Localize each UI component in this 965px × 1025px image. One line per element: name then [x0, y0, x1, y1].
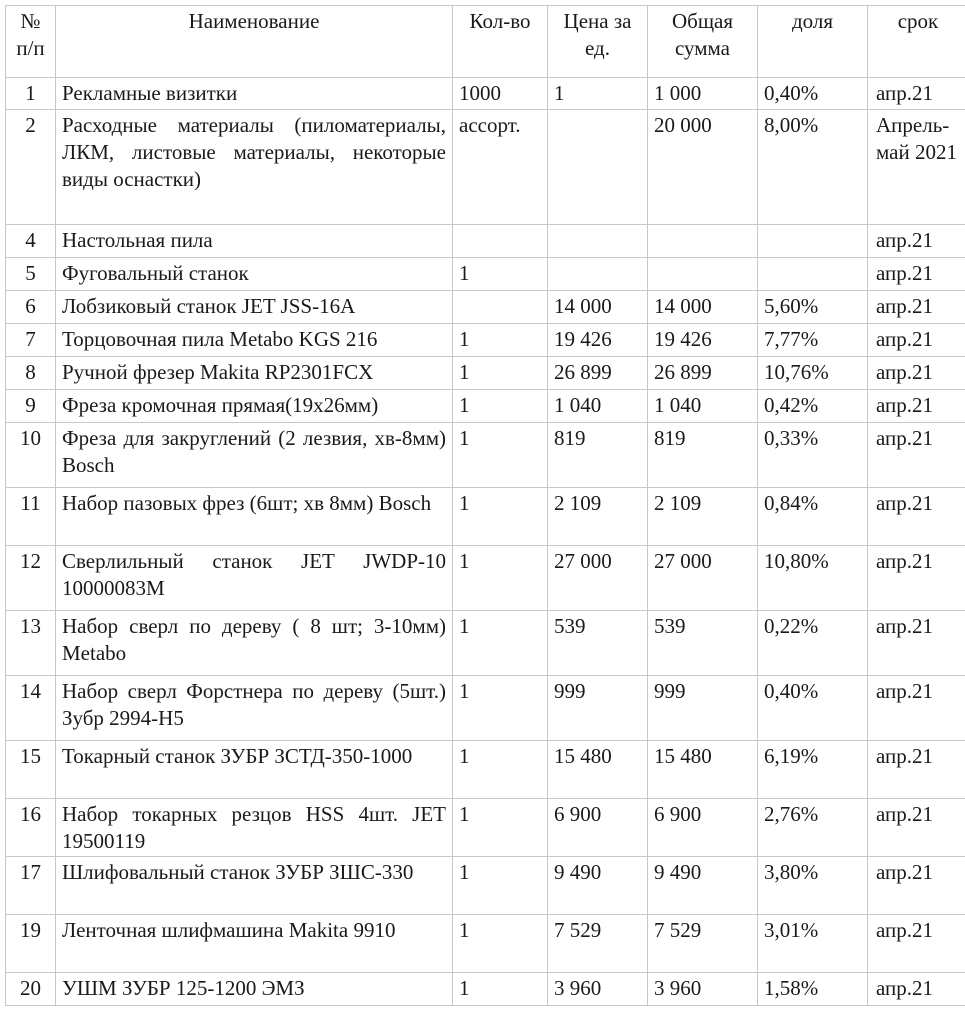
cell-num: 4 — [6, 225, 56, 258]
cell-num: 12 — [6, 546, 56, 611]
cell-price — [548, 258, 648, 291]
table-row — [6, 78, 965, 110]
cell-price: 1 040 — [548, 390, 648, 423]
cell-name: Рекламные визитки — [56, 78, 453, 110]
table-row — [6, 225, 965, 258]
cell-share: 10,76% — [758, 357, 868, 390]
cell-total: 999 — [648, 676, 758, 741]
cell-num: 7 — [6, 324, 56, 357]
table-row — [6, 741, 965, 799]
cell-price: 7 529 — [548, 915, 648, 973]
header-qty: Кол-во — [453, 6, 548, 78]
cell-num: 20 — [6, 973, 56, 1006]
cell-price — [548, 110, 648, 225]
cell-name: Ручной фрезер Makita RP2301FCX — [56, 357, 453, 390]
cell-total: 2 109 — [648, 488, 758, 546]
table-row — [6, 488, 965, 546]
cell-term: апр.21 — [868, 741, 965, 799]
cell-total: 539 — [648, 611, 758, 676]
cell-name: Настольная пила — [56, 225, 453, 258]
header-share: доля — [758, 6, 868, 78]
cell-name: Фреза для закруглений (2 лезвия, хв-8мм) Bosch — [56, 423, 453, 488]
cell-name: Расходные материалы (пиломатериалы, ЛКМ, листовые материалы, некоторые виды оснастки) — [56, 110, 453, 225]
cell-share — [758, 225, 868, 258]
cell-qty: 1 — [453, 488, 548, 546]
cell-qty: 1 — [453, 857, 548, 915]
cell-price: 999 — [548, 676, 648, 741]
cell-num: 16 — [6, 799, 56, 857]
cell-price: 2 109 — [548, 488, 648, 546]
cell-total: 819 — [648, 423, 758, 488]
table-row — [6, 110, 965, 225]
cell-name: Токарный станок ЗУБР ЗСТД-350-1000 — [56, 741, 453, 799]
table-row — [6, 676, 965, 741]
cell-share: 3,01% — [758, 915, 868, 973]
cell-share: 0,40% — [758, 676, 868, 741]
cell-total: 1 000 — [648, 78, 758, 110]
header-num: № п/п — [6, 6, 56, 78]
cell-num: 6 — [6, 291, 56, 324]
cell-total: 27 000 — [648, 546, 758, 611]
cell-share: 0,22% — [758, 611, 868, 676]
table-row — [6, 915, 965, 973]
cell-name: Набор пазовых фрез (6шт; хв 8мм) Bosch — [56, 488, 453, 546]
cell-name: Ленточная шлифмашина Makita 9910 — [56, 915, 453, 973]
cell-total: 14 000 — [648, 291, 758, 324]
cell-qty: 1 — [453, 676, 548, 741]
cell-price: 539 — [548, 611, 648, 676]
cell-num: 10 — [6, 423, 56, 488]
cell-qty: 1 — [453, 324, 548, 357]
cell-price: 14 000 — [548, 291, 648, 324]
cell-term: апр.21 — [868, 324, 965, 357]
cell-price: 26 899 — [548, 357, 648, 390]
table-row — [6, 324, 965, 357]
cell-qty — [453, 225, 548, 258]
cell-term: апр.21 — [868, 390, 965, 423]
cell-name: Фуговальный станок — [56, 258, 453, 291]
cell-qty: 1 — [453, 357, 548, 390]
cell-qty: 1 — [453, 915, 548, 973]
header-name: Наименование — [56, 6, 453, 78]
table-row — [6, 390, 965, 423]
table-row — [6, 546, 965, 611]
cell-term: апр.21 — [868, 423, 965, 488]
table-row — [6, 357, 965, 390]
cell-share: 10,80% — [758, 546, 868, 611]
cell-share: 0,33% — [758, 423, 868, 488]
cell-share: 6,19% — [758, 741, 868, 799]
cell-total: 3 960 — [648, 973, 758, 1006]
table-row — [6, 291, 965, 324]
cell-term: апр.21 — [868, 799, 965, 857]
equipment-table — [5, 5, 965, 1006]
cell-num: 13 — [6, 611, 56, 676]
cell-num: 15 — [6, 741, 56, 799]
table-row — [6, 611, 965, 676]
cell-num: 14 — [6, 676, 56, 741]
cell-num: 2 — [6, 110, 56, 225]
cell-share: 8,00% — [758, 110, 868, 225]
cell-total: 26 899 — [648, 357, 758, 390]
cell-share: 2,76% — [758, 799, 868, 857]
table-body — [6, 78, 965, 1006]
cell-share: 7,77% — [758, 324, 868, 357]
cell-num: 19 — [6, 915, 56, 973]
cell-name: Набор сверл Форстнера по дереву (5шт.) Зубр 2994-H5 — [56, 676, 453, 741]
cell-term: апр.21 — [868, 611, 965, 676]
cell-total — [648, 225, 758, 258]
cell-total: 1 040 — [648, 390, 758, 423]
cell-term: Апрель-май 2021 — [868, 110, 965, 225]
cell-term: апр.21 — [868, 546, 965, 611]
cell-name: Лобзиковый станок JET JSS-16A — [56, 291, 453, 324]
cell-qty: 1 — [453, 973, 548, 1006]
cell-share: 1,58% — [758, 973, 868, 1006]
table-row — [6, 973, 965, 1006]
cell-qty: 1 — [453, 741, 548, 799]
cell-share: 0,84% — [758, 488, 868, 546]
cell-qty — [453, 291, 548, 324]
cell-qty: 1 — [453, 546, 548, 611]
cell-share: 3,80% — [758, 857, 868, 915]
cell-total: 6 900 — [648, 799, 758, 857]
cell-term: апр.21 — [868, 291, 965, 324]
cell-qty: 1 — [453, 799, 548, 857]
cell-term: апр.21 — [868, 676, 965, 741]
table-row — [6, 258, 965, 291]
cell-price: 19 426 — [548, 324, 648, 357]
cell-term: апр.21 — [868, 357, 965, 390]
cell-name: Торцовочная пила Metabo KGS 216 — [56, 324, 453, 357]
cell-term: апр.21 — [868, 973, 965, 1006]
table-row — [6, 423, 965, 488]
cell-qty: 1 — [453, 258, 548, 291]
cell-price: 27 000 — [548, 546, 648, 611]
cell-num: 8 — [6, 357, 56, 390]
cell-total: 15 480 — [648, 741, 758, 799]
cell-num: 11 — [6, 488, 56, 546]
cell-price: 819 — [548, 423, 648, 488]
cell-name: Набор токарных резцов HSS 4шт. JET 19500119 — [56, 799, 453, 857]
table-row — [6, 857, 965, 915]
cell-qty: 1000 — [453, 78, 548, 110]
cell-price: 3 960 — [548, 973, 648, 1006]
cell-price — [548, 225, 648, 258]
cell-name: Набор сверл по дереву ( 8 шт; 3-10мм) Metabo — [56, 611, 453, 676]
header-row — [6, 6, 965, 78]
cell-share — [758, 258, 868, 291]
cell-term: апр.21 — [868, 78, 965, 110]
header-term: срок — [868, 6, 965, 78]
cell-qty: ассорт. — [453, 110, 548, 225]
cell-term: апр.21 — [868, 258, 965, 291]
cell-qty: 1 — [453, 423, 548, 488]
cell-term: апр.21 — [868, 857, 965, 915]
cell-price: 6 900 — [548, 799, 648, 857]
table-row — [6, 799, 965, 857]
cell-num: 9 — [6, 390, 56, 423]
cell-num: 17 — [6, 857, 56, 915]
cell-name: Сверлильный станок JET JWDP-10 10000083M — [56, 546, 453, 611]
cell-total: 9 490 — [648, 857, 758, 915]
cell-qty: 1 — [453, 611, 548, 676]
cell-total — [648, 258, 758, 291]
cell-term: апр.21 — [868, 488, 965, 546]
header-price: Цена за ед. — [548, 6, 648, 78]
cell-price: 1 — [548, 78, 648, 110]
cell-price: 9 490 — [548, 857, 648, 915]
cell-name: Фреза кромочная прямая(19x26мм) — [56, 390, 453, 423]
cell-num: 1 — [6, 78, 56, 110]
cell-share: 0,40% — [758, 78, 868, 110]
cell-name: УШМ ЗУБР 125-1200 ЭМЗ — [56, 973, 453, 1006]
cell-price: 15 480 — [548, 741, 648, 799]
cell-qty: 1 — [453, 390, 548, 423]
cell-name: Шлифовальный станок ЗУБР ЗШС-330 — [56, 857, 453, 915]
cell-term: апр.21 — [868, 225, 965, 258]
cell-term: апр.21 — [868, 915, 965, 973]
cell-num: 5 — [6, 258, 56, 291]
cell-total: 20 000 — [648, 110, 758, 225]
cell-total: 19 426 — [648, 324, 758, 357]
cell-total: 7 529 — [648, 915, 758, 973]
cell-share: 0,42% — [758, 390, 868, 423]
cell-share: 5,60% — [758, 291, 868, 324]
header-total: Общая сумма — [648, 6, 758, 78]
